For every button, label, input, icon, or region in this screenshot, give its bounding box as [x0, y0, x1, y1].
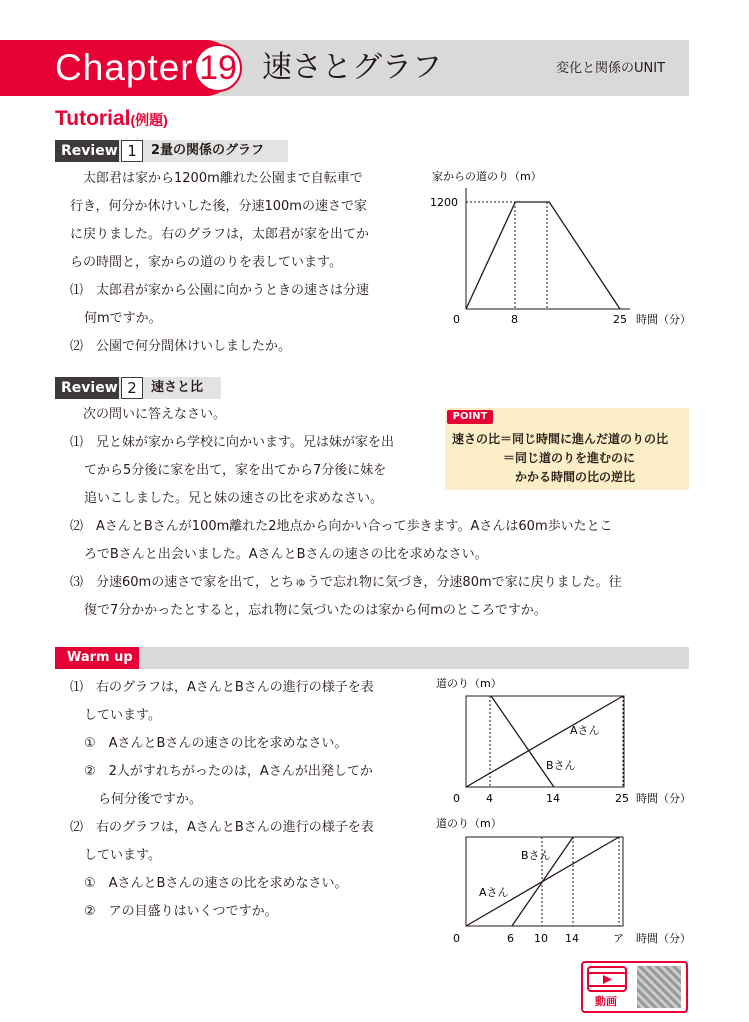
graph-x-tick: 14 — [565, 932, 579, 945]
graph-x-tick: ア — [613, 932, 624, 945]
graph-x-tick: 8 — [511, 313, 518, 326]
video-play-icon[interactable] — [587, 966, 627, 992]
graph-x-tick: 0 — [453, 313, 460, 326]
review2-q3-line: ⑶ 分速60mの速さで家を出て，とちゅうで忘れ物に気づき，分速80mで家に戻りました。往 — [70, 575, 622, 590]
graph-y-label: 道のり（m） — [436, 817, 502, 830]
graph-x-tick: 25 — [613, 313, 627, 326]
warmup-q2-sub1: ① AさんとBさんの速さの比を求めなさい。 — [84, 876, 348, 891]
review2-number: 2 — [121, 377, 143, 399]
graph-series-a-label: Aさん — [479, 886, 509, 899]
tutorial-heading — [55, 106, 168, 133]
chapter-number: 19 — [194, 44, 242, 92]
review1-tag: Review — [55, 140, 119, 162]
tutorial-label: Tutorial — [55, 107, 131, 130]
graph-series-b-label: Bさん — [521, 849, 551, 862]
point-line: かかる時間の比の逆比 — [515, 470, 636, 484]
graph-y-label: 道のり（m） — [436, 677, 502, 690]
review1-line: 太郎君は家から1200m離れた公園まで自転車で — [70, 171, 363, 186]
review1-line: 行き，何分か休けいした後，分速100mの速さで家 — [70, 199, 367, 214]
graph-x-tick: 4 — [486, 792, 493, 805]
review2-q1-line: ⑴ 兄と妹が家から学校に向かいます。兄は妹が家を出 — [70, 435, 394, 450]
graph-series-b-label: Bさん — [546, 759, 576, 772]
video-label: 動画 — [595, 995, 617, 1008]
point-line: ＝同じ道のりを進むのに — [503, 451, 636, 465]
review1-line: らの時間と，家からの道のりを表しています。 — [70, 255, 342, 270]
chapter-word: Chapter — [55, 47, 194, 88]
review1-q1-line: 何mですか。 — [84, 311, 162, 326]
warmup-q1-line: ⑴ 右のグラフは，AさんとBさんの進行の様子を表 — [70, 680, 374, 695]
review2-q2-line: ⑵ AさんとBさんが100m離れた2地点から向かい合って歩きます。Aさんは60m歩いたとこ — [70, 519, 613, 534]
warmup-q1-sub2: ② 2人がすれちがったのは，Aさんが出発してか — [84, 764, 373, 779]
review2-title: 速さと比 — [151, 380, 204, 395]
warmup-bar — [55, 647, 689, 669]
graph-series-a-label: Aさん — [570, 724, 600, 737]
graph-x-tick: 0 — [453, 932, 460, 945]
warmup-q2-line: しています。 — [84, 848, 161, 863]
review1-q1-line: ⑴ 太郎君が家から公園に向かうときの速さは分速 — [70, 283, 370, 298]
page-title: 速さとグラフ — [262, 50, 442, 85]
warmup-graph-2 — [420, 812, 700, 950]
warmup-q1-sub1: ① AさんとBさんの速さの比を求めなさい。 — [84, 736, 348, 751]
review2-intro: 次の問いに答えなさい。 — [70, 407, 227, 422]
unit-label: 変化と関係のUNIT — [556, 61, 666, 76]
graph-x-label: 時間（分） — [636, 792, 691, 805]
graph-y-label: 家からの道のり（m） — [432, 170, 542, 183]
tutorial-sub: (例題) — [130, 112, 168, 128]
graph-x-tick: 14 — [546, 792, 560, 805]
review1-graph — [420, 165, 700, 335]
graph-x-tick: 10 — [534, 932, 548, 945]
review1-line: に戻りました。右のグラフは，太郎君が家を出てか — [70, 227, 370, 242]
review2-q3-line: 復で7分かかったとすると，忘れ物に気づいたのは家から何mのところですか。 — [84, 603, 547, 618]
review2-q1-line: てから5分後に家を出て，家を出てから7分後に妹を — [84, 463, 387, 478]
review1-number: 1 — [121, 140, 143, 162]
graph-x-tick: 25 — [615, 792, 629, 805]
warmup-graph-1 — [420, 672, 700, 810]
point-line: 速さの比＝同じ時間に進んだ道のりの比 — [452, 432, 669, 446]
warmup-tag: Warm up — [55, 647, 139, 669]
warmup-q1-line: しています。 — [84, 708, 161, 723]
graph-x-label: 時間（分） — [636, 932, 691, 945]
graph-series-line — [466, 202, 620, 309]
warmup-q2-line: ⑵ 右のグラフは，AさんとBさんの進行の様子を表 — [70, 820, 374, 835]
point-tag: POINT — [447, 410, 493, 424]
review1-title: 2量の関係のグラフ — [151, 143, 265, 158]
review1-q2: ⑵ 公園で何分間休けいしましたか。 — [70, 339, 292, 354]
review2-q2-line: ろでBさんと出会いました。AさんとBさんの速さの比を求めなさい。 — [84, 547, 488, 562]
warmup-q2-sub2: ② アの目盛りはいくつですか。 — [84, 904, 278, 919]
qr-code — [637, 966, 681, 1008]
review2-tag: Review — [55, 377, 119, 399]
warmup-q1-sub2: ら何分後ですか。 — [98, 792, 203, 807]
graph-x-label: 時間（分） — [636, 313, 691, 326]
graph-y-tick: 1200 — [430, 196, 458, 209]
review2-q1-line: 追いこしました。兄と妹の速さの比を求めなさい。 — [84, 491, 384, 506]
graph-x-tick: 6 — [507, 932, 514, 945]
graph-x-tick: 0 — [453, 792, 460, 805]
